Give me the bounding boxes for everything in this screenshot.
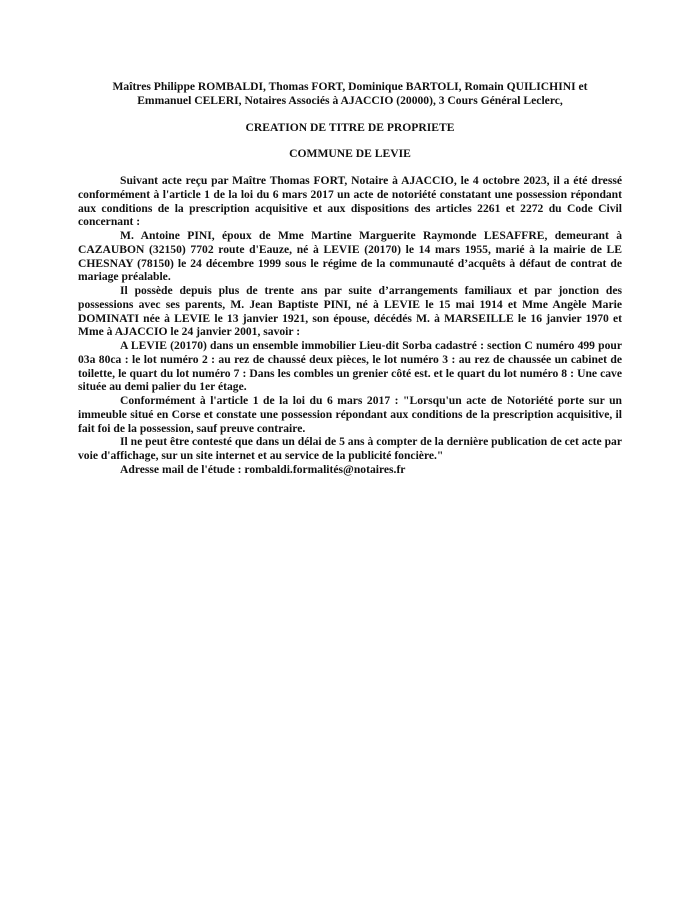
header-line-1: Maîtres Philippe ROMBALDI, Thomas FORT, Dominique BARTOLI, Romain QUILICHINI et (112, 80, 588, 93)
notary-header (78, 80, 622, 108)
paragraph-owner: M. Antoine PINI, époux de Mme Martine Marguerite Raymonde LESAFFRE, demeurant à CAZAUBON (32150) 7702 route d'Eauze, né à LEVIE (20170) le 14 mars 1955, marié à la mairie de LE CHESNAY (78150) le 24 décembre 1999 sous le régime de la communauté d’acquêts à défaut de contrat de mariage préalable. (78, 229, 622, 284)
paragraph-contest: Il ne peut être contesté que dans un délai de 5 ans à compter de la dernière publication de cet acte par voie d'affichage, sur un site internet et au service de la publicité foncière." (78, 435, 622, 462)
header-line-2: Emmanuel CELERI, Notaires Associés à AJACCIO (20000), 3 Cours Général Leclerc, (137, 93, 563, 107)
paragraph-email: Adresse mail de l'étude : rombaldi.formalités@notaires.fr (120, 462, 406, 476)
paragraph-possession: Il possède depuis plus de trente ans par suite d’arrangements familiaux et par jonction des possessions avec ses parents, M. Jean Baptiste PINI, né à LEVIE le 15 mai 1914 et Mme Angèle Marie DOMINATI née à LEVIE le 13 janvier 1921, son épouse, décédés M. à MARSEILLE le 16 janvier 1970 et Mme à AJACCIO le 24 janvier 2001, savoir : (78, 284, 622, 339)
notice-document (78, 80, 622, 477)
paragraph-law: Conformément à l'article 1 de la loi du 6 mars 2017 : "Lorsqu'un acte de Notoriété porte sur un immeuble situé en Corse et constate une possession répondant aux conditions de la prescription acquisitive, il fait foi de la possession, sauf preuve contraire. (78, 394, 622, 435)
document-subtitle: COMMUNE DE LEVIE (289, 147, 411, 161)
paragraph-property: A LEVIE (20170) dans un ensemble immobilier Lieu-dit Sorba cadastré : section C numéro 499 pour 03a 80ca : le lot numéro 2 : au rez de chaussé deux pièces, le lot numéro 3 : au rez de chaussée un cabinet de toilette, le quart du lot numéro 7 : Dans les combles un grenier côté est. et le quart du lot numéro 8 : Une cave située au demi palier du 1er étage. (78, 339, 622, 394)
paragraph-deed: Suivant acte reçu par Maître Thomas FORT, Notaire à AJACCIO, le 4 octobre 2023, il a été dressé conformément à l'article 1 de la loi du 6 mars 2017 un acte de notoriété constatant une possession répondant aux conditions de la prescription acquisitive et aux dispositions des articles 2261 et 2272 du Code Civil concernant : (78, 174, 622, 229)
document-title: CREATION DE TITRE DE PROPRIETE (245, 120, 455, 134)
